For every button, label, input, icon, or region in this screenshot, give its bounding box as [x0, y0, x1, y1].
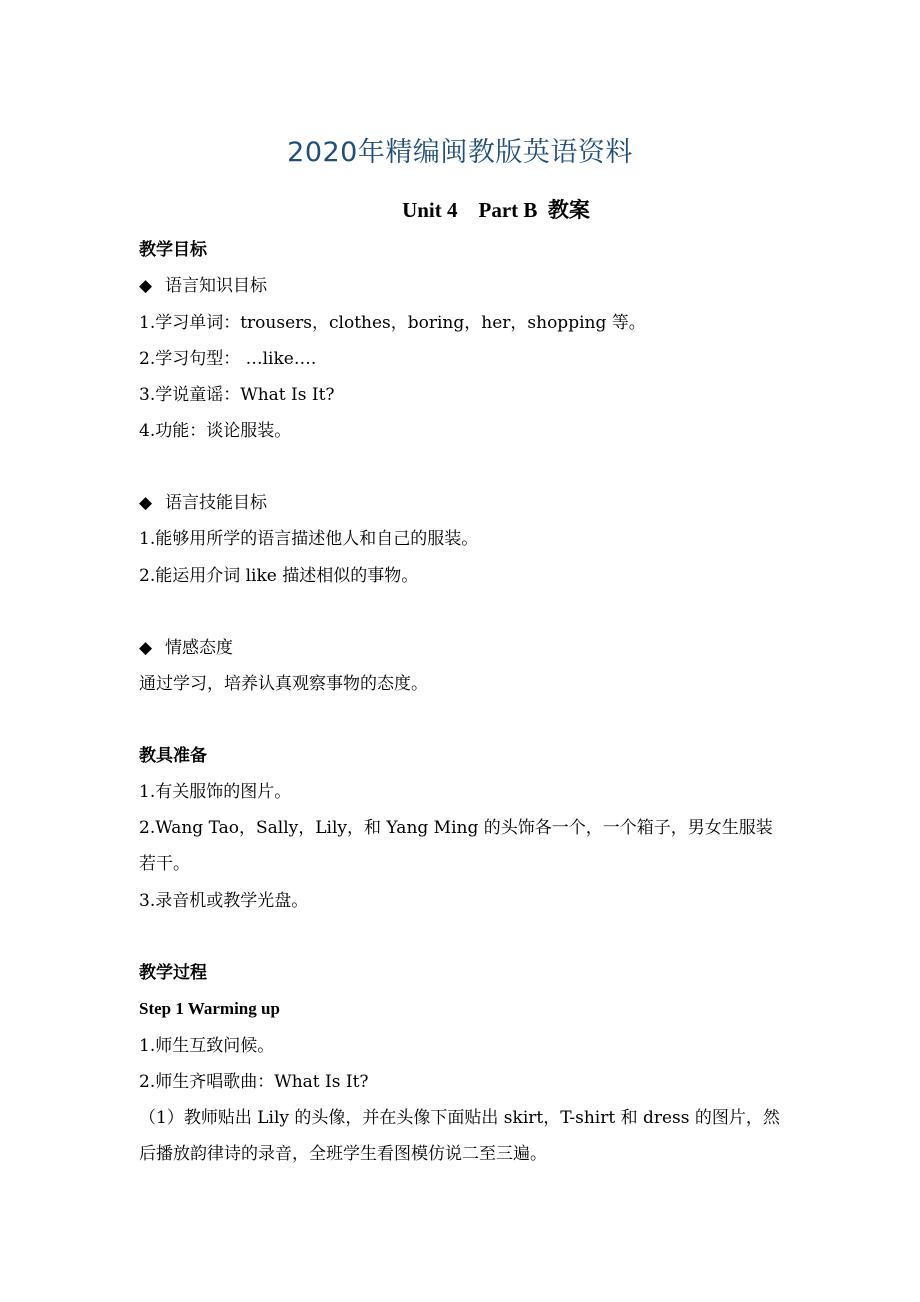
lang-skill-heading: 语言技能目标 [165, 493, 267, 513]
list-item: 3.学说童谣：What Is It? [139, 385, 335, 405]
list-item: 2.学习句型： …like…. [139, 349, 317, 369]
list-item: 1.学习单词：trousers，clothes，boring，her，shopping 等。 [139, 313, 646, 333]
process-heading: 教学过程 [139, 963, 207, 983]
list-item: （1）教师贴出 Lily 的头像，并在头像下面贴出 skirt，T-shirt 和 dress 的图片，然后播放韵律诗的录音，全班学生看图模仿说二至三遍。 [139, 1108, 780, 1164]
lang-skill-heading-row [139, 491, 267, 515]
diamond-bullet-icon: ◆ [139, 638, 153, 658]
list-item: 3.录音机或教学光盘。 [139, 891, 309, 911]
emotion-heading-row [139, 636, 233, 660]
list-item: 2.Wang Tao，Sally，Lily，和 Yang Ming 的头饰各一个，一个箱子，男女生服装若干。 [139, 818, 773, 874]
diamond-bullet-icon: ◆ [139, 493, 153, 513]
list-item: 1.有关服饰的图片。 [139, 782, 292, 802]
lang-knowledge-heading-row [139, 274, 267, 298]
tools-heading: 教具准备 [139, 746, 207, 766]
list-item: 1.能够用所学的语言描述他人和自己的服装。 [139, 529, 479, 549]
lang-knowledge-heading: 语言知识目标 [165, 276, 267, 296]
list-item: 4.功能：谈论服装。 [139, 421, 292, 441]
emotion-text: 通过学习，培养认真观察事物的态度。 [139, 674, 428, 694]
list-item: 2.师生齐唱歌曲：What Is It? [139, 1072, 369, 1092]
goals-heading: 教学目标 [139, 240, 207, 260]
document-title: 2020年精编闽教版英语资料 [287, 137, 633, 168]
emotion-heading: 情感态度 [165, 638, 233, 658]
list-item: 2.能运用介词 like 描述相似的事物。 [139, 566, 419, 586]
step1-heading: Step 1 Warming up [139, 999, 280, 1018]
lesson-subtitle: Unit 4 Part B 教案 [402, 198, 590, 222]
diamond-bullet-icon: ◆ [139, 276, 153, 296]
list-item: 1.师生互致问候。 [139, 1036, 275, 1056]
